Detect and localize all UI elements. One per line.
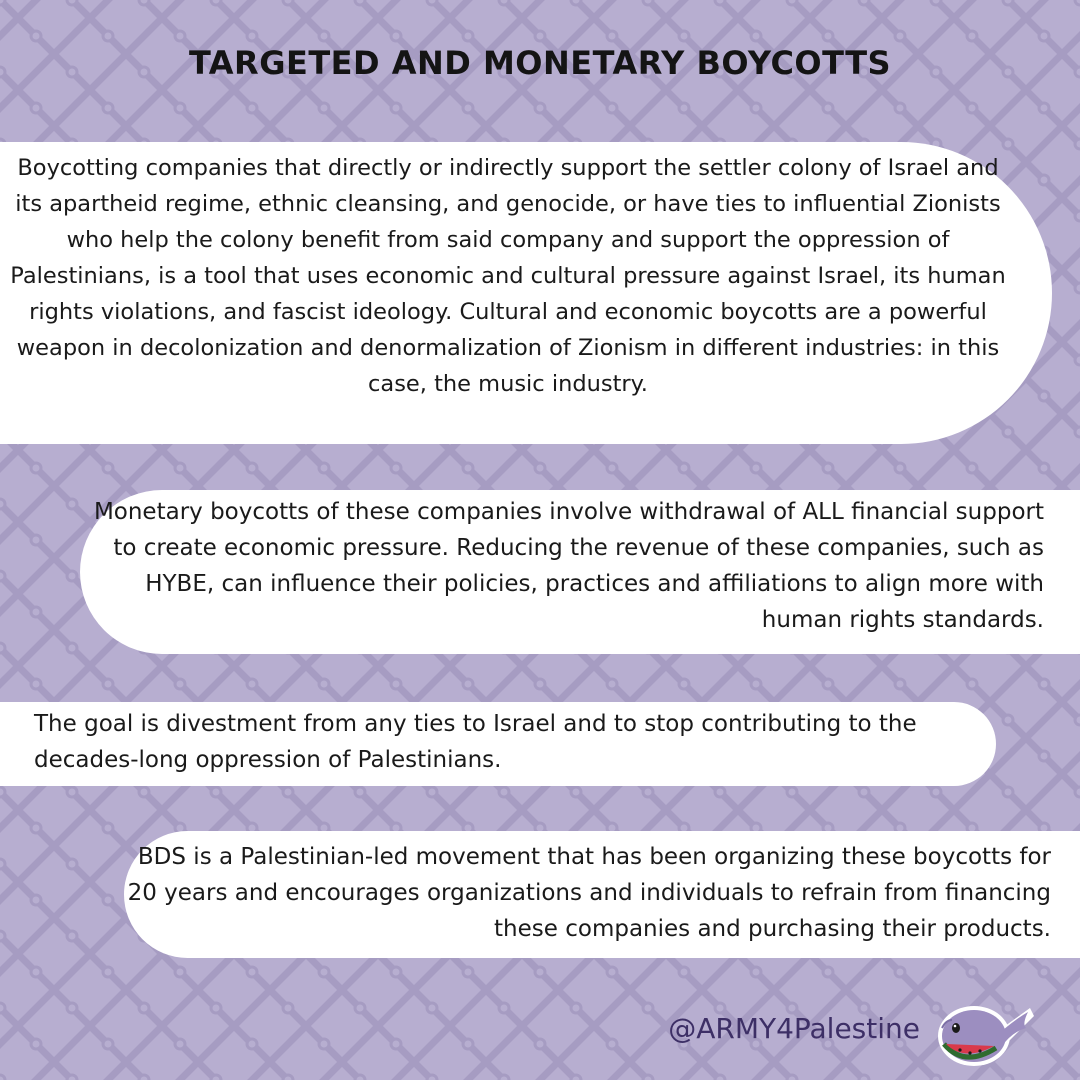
page-title: TARGETED AND MONETARY BOYCOTTS <box>188 44 892 82</box>
paragraph-goal: The goal is divestment from any ties to Israel and to stop contributing to the decades-long oppression of Palestinians. <box>34 711 917 773</box>
text-card-bds-movement <box>124 831 1080 958</box>
paragraph-monetary-boycotts: Monetary boycotts of these companies involve withdrawal of ALL financial support to create economic pressure. Reducing the revenue of these companies, such as HYBE, can influence their policies, practices and affiliations to align more with human rights standards. <box>93 499 1044 633</box>
text-card-boycott-definition <box>0 142 1052 444</box>
text-card-monetary-boycotts <box>80 490 1080 654</box>
social-handle: @ARMY4Palestine <box>668 1012 920 1045</box>
paragraph-boycott-definition: Boycotting companies that directly or indirectly support the settler colony of Israel and its apartheid regime, ethnic cleansing, and genocide, or have ties to influential Zionists who help the colony benefit from said company and support the oppression of Palestinians, is a tool that uses economic and cultural pressure against Israel, its human rights violations, and fascist ideology. Cultural and economic boycotts are a powerful weapon in decolonization and denormalization of Zionism in different industries: in this case, the music industry. <box>10 155 1006 397</box>
paragraph-bds-movement: BDS is a Palestinian-led movement that has been organizing these boycotts for 20 years and encourages organizations and individuals to refrain from financing these companies and purchasing their products. <box>127 844 1051 942</box>
whale-with-watermelon-icon <box>934 998 1038 1070</box>
text-card-goal <box>0 702 996 786</box>
